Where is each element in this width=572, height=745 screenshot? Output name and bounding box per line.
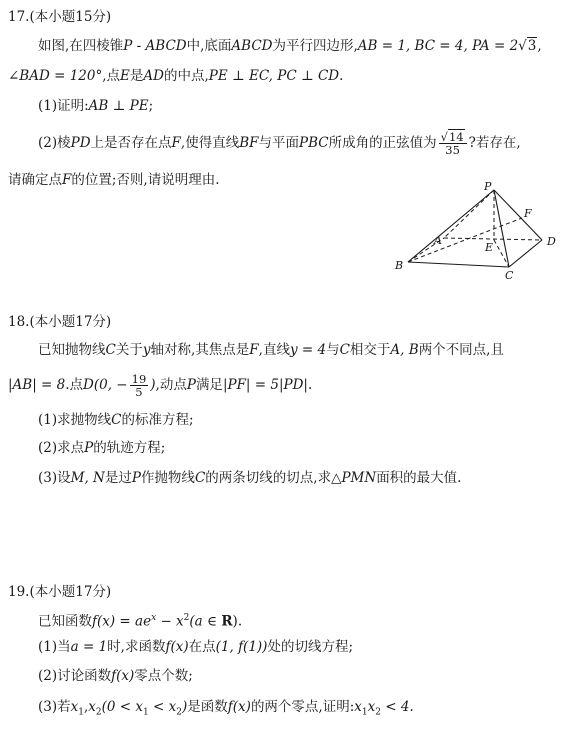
text: (2)棱 <box>38 135 71 151</box>
math: AD <box>143 68 164 84</box>
math: y = 4 <box>289 342 327 358</box>
q19-part2 <box>38 666 193 686</box>
text: (3)设 <box>38 470 71 486</box>
text: (3)若 <box>38 699 71 715</box>
math: AB ⊥ PE <box>88 98 149 114</box>
math: A, B <box>390 342 419 358</box>
math: |AB| = 8 <box>8 377 66 393</box>
label-D: D <box>547 235 556 248</box>
text: 与平面 <box>258 135 300 151</box>
math: F <box>171 135 181 151</box>
math: f(x) = ae <box>92 613 152 630</box>
math: x <box>151 613 157 623</box>
text: 所成角的正弦值为 <box>328 135 437 151</box>
text: 如图,在四棱锥 <box>38 38 124 54</box>
text: (1)求抛物线 <box>38 412 112 428</box>
edge-PA <box>444 190 494 238</box>
math: ) <box>182 699 188 715</box>
text: 的位置;否则,请说明理由. <box>71 172 220 188</box>
text: 轴对称,其焦点是 <box>150 342 250 358</box>
text: 的标准方程; <box>121 412 194 428</box>
text: . <box>339 68 344 84</box>
math: PE ⊥ EC, PC ⊥ CD <box>208 68 340 84</box>
q17-part1 <box>38 96 153 116</box>
text: 在点 <box>188 639 216 655</box>
math: AB = 1, BC = 4, PA = 2 <box>357 38 519 54</box>
math: F <box>62 172 72 188</box>
math: |PF| = 5|PD| <box>222 377 308 393</box>
math: 2 <box>95 707 102 718</box>
math: 19 <box>131 372 147 386</box>
label-P: P <box>484 180 492 193</box>
math: PBC <box>299 135 329 151</box>
math: △PMN <box>331 470 377 486</box>
text: 两个不同点,且 <box>418 342 504 358</box>
q17-part2-line1 <box>38 128 521 158</box>
math: (a ∈ <box>189 613 222 630</box>
text: 面积的最大值. <box>376 470 462 486</box>
text: (1)当 <box>38 639 71 655</box>
math: P <box>131 470 141 486</box>
q18-part2 <box>38 438 165 458</box>
math: C <box>111 412 122 428</box>
q18-stem-line1 <box>38 340 504 360</box>
math: x <box>367 699 376 715</box>
label-B: B <box>395 259 404 272</box>
q18-part3 <box>38 468 461 488</box>
fraction-sqrt14-over-35: $\frac{√14}{35}$ <box>439 131 467 156</box>
math: (0 < x <box>101 699 144 715</box>
text: 与 <box>326 342 340 358</box>
math: 1 <box>78 707 84 718</box>
text: 中,底面 <box>186 38 232 54</box>
math: − x <box>156 613 184 630</box>
text: 满足 <box>195 377 223 393</box>
math: PD <box>70 135 91 151</box>
fraction-19-over-5 <box>130 373 149 398</box>
text: ?若存在, <box>468 135 521 151</box>
text: 处的切线方程; <box>267 639 354 655</box>
text: 的两个零点,证明: <box>250 699 355 715</box>
text: ; <box>148 98 154 114</box>
text: 关于 <box>115 342 143 358</box>
label-F: F <box>524 207 532 220</box>
math: < 4. <box>381 699 414 715</box>
math: f(x) <box>227 699 251 715</box>
math: 2 <box>183 613 190 623</box>
text: 的轨迹方程; <box>93 440 166 456</box>
text: 的两条切线的切点,求 <box>205 470 332 486</box>
math: C <box>105 342 116 358</box>
edge-BC <box>408 262 509 267</box>
q17-header: 17.(本小题15分) <box>8 9 112 25</box>
math: P - ABCD <box>123 38 187 54</box>
edge-PB <box>408 190 494 262</box>
math: M, N <box>70 470 105 486</box>
q18-stem-line2 <box>8 370 312 400</box>
text: (1)证明: <box>38 98 89 114</box>
text: ). <box>232 613 243 630</box>
q19-part3 <box>38 697 414 723</box>
q17-part2-line2 <box>8 170 220 190</box>
math: 14 <box>448 130 464 144</box>
math: 1 <box>143 707 149 718</box>
math: a = 1 <box>70 639 108 655</box>
math: < x <box>148 699 177 715</box>
math: f(x) <box>165 639 189 655</box>
math: C <box>194 470 206 486</box>
math: BF <box>239 135 259 151</box>
text: 相交于 <box>349 342 391 358</box>
text: 的中点, <box>163 68 209 84</box>
text: 是 <box>129 68 144 84</box>
q17-stem-line2 <box>8 66 343 86</box>
edge-PD <box>494 190 542 240</box>
q19-header: 19.(本小题17分) <box>8 584 112 600</box>
text: (2)求点 <box>38 440 85 456</box>
text: (2)讨论函数 <box>38 668 112 684</box>
text: 为平行四边形, <box>272 38 358 54</box>
text: 已知函数 <box>38 613 92 630</box>
pyramid-figure <box>392 180 564 280</box>
math: 5 <box>135 385 143 399</box>
text: ,使得直线 <box>180 135 240 151</box>
text: . <box>307 377 313 393</box>
math: P <box>186 377 196 393</box>
math: 2 <box>176 707 182 718</box>
text: 时,求函数 <box>107 639 166 655</box>
edge-PC <box>494 190 509 267</box>
q17-stem-line1: 如图,在四棱锥P - ABCD中,底面ABCD为平行四边形,AB = 1, BC = 4, PA = 2√3, <box>38 38 542 54</box>
text: 作抛物线 <box>140 470 195 486</box>
text: 请确定点 <box>8 172 62 188</box>
math: ) <box>150 377 156 393</box>
math: D(0, − <box>83 377 128 393</box>
q19-part1 <box>38 637 353 657</box>
math: (1, f(1)) <box>215 639 268 655</box>
math: R <box>221 613 233 630</box>
math: 35 <box>445 143 460 157</box>
math: 1 <box>361 707 368 718</box>
label-C: C <box>505 269 514 280</box>
text: ,点 <box>102 68 121 84</box>
math: y <box>142 342 151 358</box>
math: 2 <box>375 707 381 718</box>
math: ABCD <box>231 38 273 54</box>
text: 是函数 <box>187 699 228 715</box>
math: x <box>88 699 96 715</box>
q18-part1 <box>38 410 194 430</box>
text: 是过 <box>104 470 132 486</box>
q19-stem <box>38 608 242 632</box>
math: C <box>339 342 350 358</box>
edge-AD <box>444 238 542 240</box>
math: x <box>70 699 79 715</box>
math: P <box>84 440 94 456</box>
math: 3 <box>527 38 537 54</box>
text: 已知抛物线 <box>38 342 106 358</box>
text: , <box>537 38 542 54</box>
text: ,直线 <box>258 342 290 358</box>
text: .点 <box>65 377 84 393</box>
text: 上是否存在点 <box>90 135 172 151</box>
math: f(x) <box>111 668 135 684</box>
math: x <box>354 699 362 715</box>
label-A: A <box>434 234 442 247</box>
text: , <box>83 699 89 715</box>
math: ∠BAD = 120° <box>8 68 103 84</box>
math: E <box>120 68 130 84</box>
edge-BF <box>408 218 522 262</box>
edge-CD <box>509 240 542 267</box>
text: ,动点 <box>155 377 187 393</box>
text: 零点个数; <box>134 668 193 684</box>
label-E: E <box>485 241 494 254</box>
q18-header: 18.(本小题17分) <box>8 314 112 330</box>
math: F <box>249 342 259 358</box>
